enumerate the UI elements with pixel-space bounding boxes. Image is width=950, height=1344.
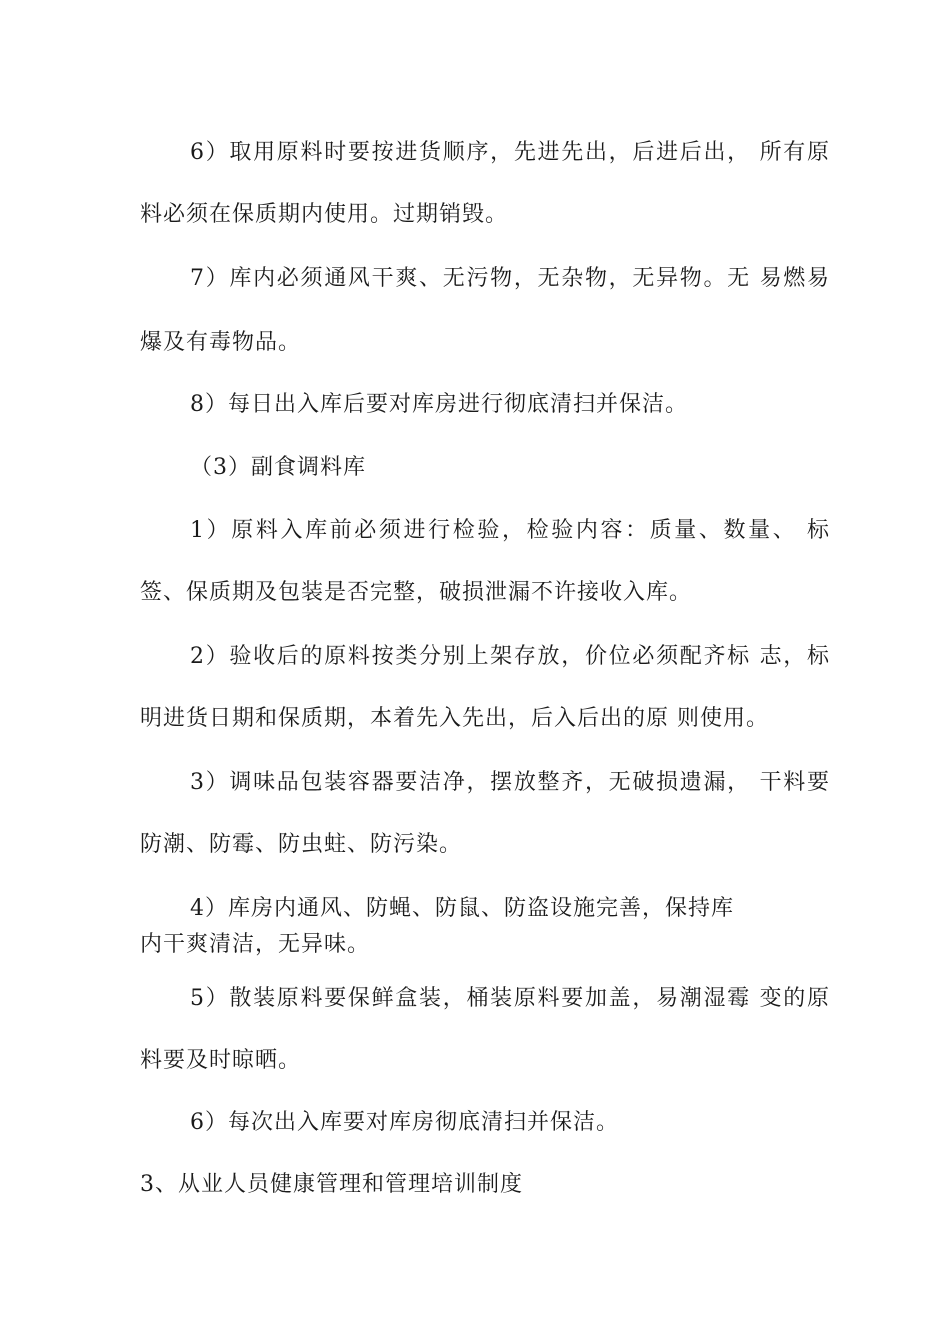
paragraph-line: 防潮、防霉、防虫蛀、防污染。	[140, 832, 463, 857]
section-heading: （3）副食调料库	[190, 455, 366, 480]
paragraph-line: 7）库内必须通风干爽、无污物，无杂物，无异物。无 易燃易	[190, 266, 830, 291]
paragraph-line: 明进货日期和保质期，本着先入先出，后入后出的原 则使用。	[140, 706, 769, 731]
paragraph-line: 1）原料入库前必须进行检验，检验内容：质量、数量、 标	[190, 518, 830, 543]
section-title: 3、从业人员健康管理和管理培训制度	[140, 1172, 523, 1197]
paragraph-line: 4）库房内通风、防蝇、防鼠、防盗设施完善，保持库	[190, 896, 734, 921]
paragraph-line: 2）验收后的原料按类分别上架存放，价位必须配齐标 志，标	[190, 644, 830, 669]
paragraph-line: 内干爽清洁，无异味。	[140, 932, 371, 957]
paragraph-line: 签、保质期及包装是否完整，破损泄漏不许接收入库。	[140, 580, 693, 605]
paragraph-line: 5）散装原料要保鲜盒装，桶装原料要加盖，易潮湿霉 变的原	[190, 986, 830, 1011]
paragraph-line: 料要及时晾晒。	[140, 1048, 302, 1073]
paragraph-line: 料必须在保质期内使用。过期销毁。	[140, 202, 509, 227]
paragraph-line: 6）每次出入库要对库房彻底清扫并保洁。	[190, 1110, 619, 1135]
paragraph-line: 爆及有毒物品。	[140, 330, 302, 355]
paragraph-line: 8）每日出入库后要对库房进行彻底清扫并保洁。	[190, 392, 688, 417]
paragraph-line: 6）取用原料时要按进货顺序，先进先出，后进后出， 所有原	[190, 140, 830, 165]
paragraph-line: 3）调味品包装容器要洁净，摆放整齐，无破损遗漏， 干料要	[190, 770, 830, 795]
